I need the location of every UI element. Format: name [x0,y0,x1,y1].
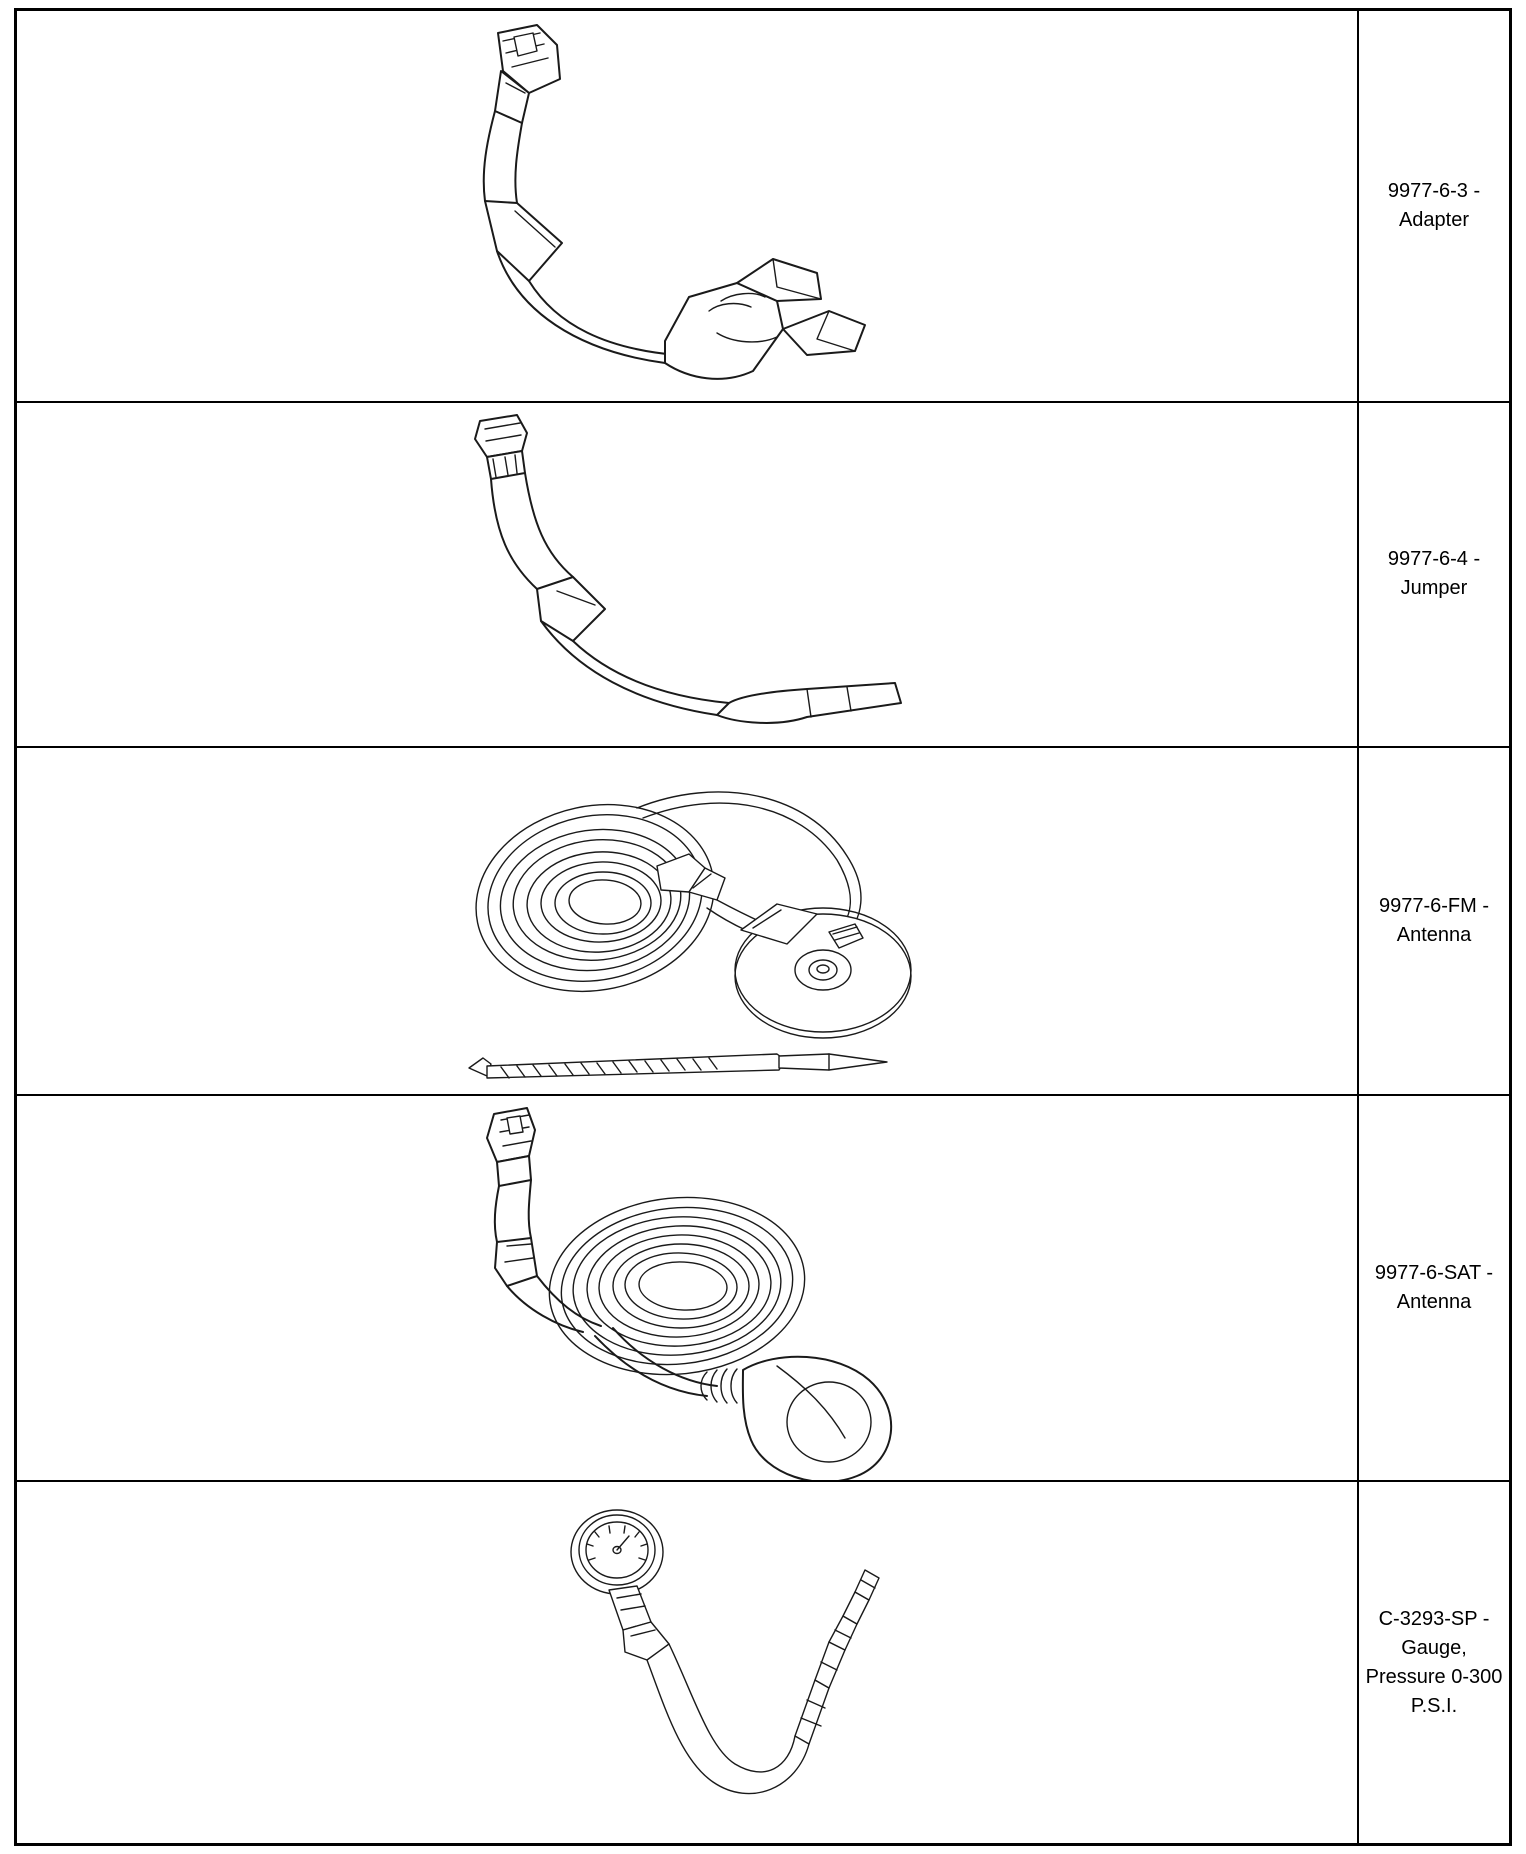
table-row [17,1096,1509,1483]
part-label-pressure-gauge: C-3293-SP - Gauge, Pressure 0-300 P.S.I. [1365,1607,1503,1717]
adapter-harness-drawing [17,11,1359,401]
part-illustration-jumper [17,403,1359,747]
jumper-cable-drawing [17,403,1359,747]
sat-antenna-drawing [17,1096,1359,1481]
part-illustration-pressure-gauge [17,1482,1359,1843]
table-row [17,403,1509,749]
part-label-jumper: 9977-6-4 - Jumper [1387,548,1481,600]
table-row [17,11,1509,403]
table-row [17,748,1509,1096]
part-label-sat-antenna: 9977-6-SAT - Antenna [1374,1262,1494,1314]
part-label-fm-antenna: 9977-6-FM - Antenna [1378,895,1490,947]
table-row [17,1482,1509,1843]
fm-antenna-drawing [17,748,1359,1094]
part-illustration-fm-antenna [17,748,1359,1094]
parts-table [14,8,1512,1846]
part-label-adapter: 9977-6-3 - Adapter [1387,179,1481,231]
pressure-gauge-drawing [17,1482,1359,1843]
part-illustration-sat-antenna [17,1096,1359,1481]
part-illustration-adapter [17,11,1359,401]
